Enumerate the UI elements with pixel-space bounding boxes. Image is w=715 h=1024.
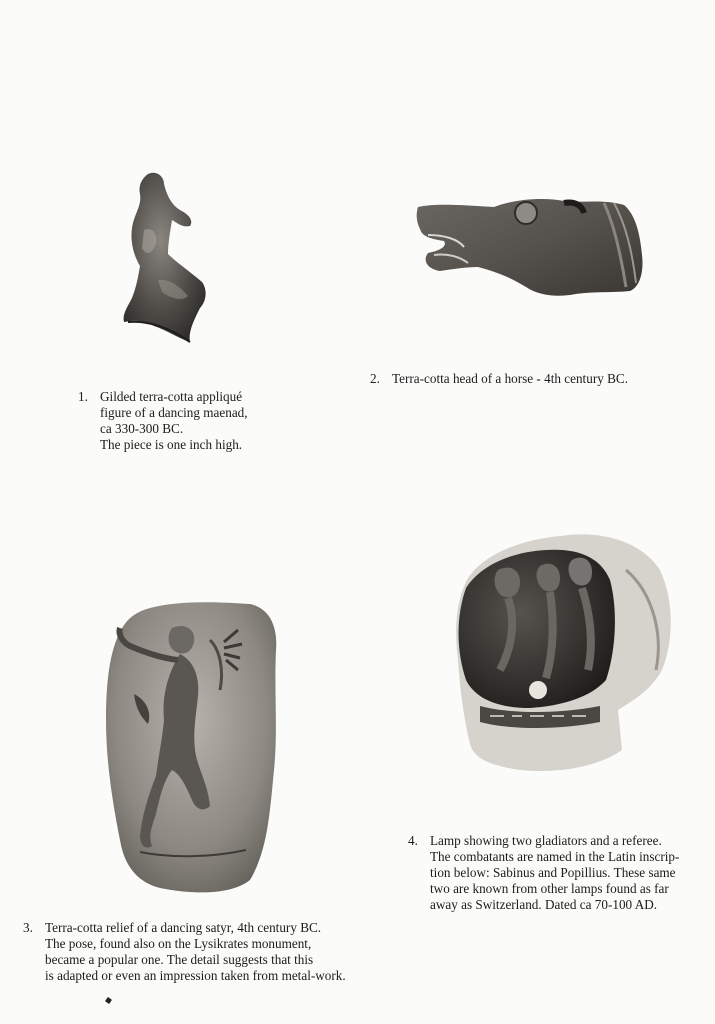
caption-line: The piece is one inch high.	[100, 437, 243, 452]
caption-number: 1.	[78, 389, 88, 404]
caption-figure-4	[408, 833, 679, 913]
caption-line: Terra-cotta relief of a dancing satyr, 4th century BC.	[45, 920, 322, 935]
caption-number: 4.	[408, 833, 418, 848]
caption-line: is adapted or even an impression taken from metal-work.	[45, 968, 346, 983]
caption-line: Lamp showing two gladiators and a referee.	[430, 833, 662, 848]
caption-line: away as Switzerland. Dated ca 70-100 AD.	[430, 897, 658, 912]
caption-line: figure of a dancing maenad,	[100, 405, 248, 420]
caption-line: ca 330-300 BC.	[100, 421, 184, 436]
caption-line: became a popular one. The detail suggests that this	[45, 952, 314, 967]
caption-figure-1	[78, 389, 248, 453]
caption-number: 2.	[370, 371, 380, 386]
caption-number: 3.	[23, 920, 33, 935]
caption-line: Gilded terra-cotta appliqué	[100, 389, 243, 404]
gladiator-lamp-photo	[450, 530, 675, 780]
caption-line: Terra-cotta head of a horse - 4th century BC.	[392, 371, 628, 386]
caption-line: The combatants are named in the Latin inscrip-	[430, 849, 680, 864]
caption-figure-2	[370, 371, 628, 387]
caption-figure-3	[23, 920, 346, 984]
ink-speck	[105, 997, 112, 1004]
caption-line: two are known from other lamps found as far	[430, 881, 669, 896]
satyr-relief-photo	[100, 600, 280, 896]
maenad-figure-photo	[118, 170, 210, 345]
caption-line: The pose, found also on the Lysikrates monument,	[45, 936, 312, 951]
caption-line: tion below: Sabinus and Popillius. These same	[430, 865, 676, 880]
horse-head-photo	[414, 195, 644, 297]
